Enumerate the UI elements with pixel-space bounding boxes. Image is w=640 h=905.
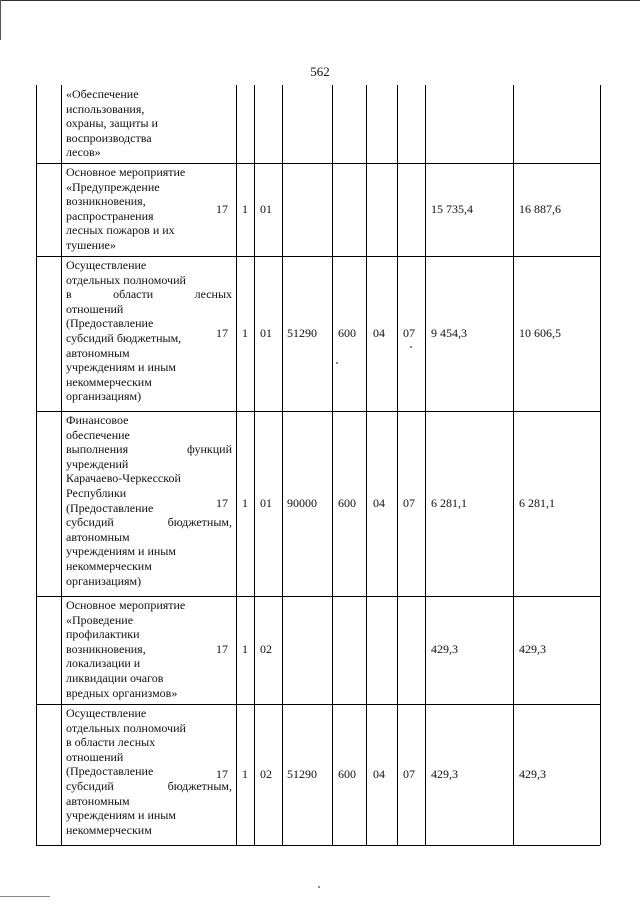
- description-line: (Предоставление: [66, 316, 154, 331]
- description-line: организациям): [66, 573, 142, 588]
- page-number: 562: [310, 64, 330, 79]
- scan-edge-top: [0, 0, 640, 1]
- description-line: тушение»: [66, 237, 116, 252]
- code-cell: 90000: [287, 495, 317, 510]
- description-line: в области лесных: [66, 287, 232, 302]
- description-line: в области лесных: [66, 735, 156, 750]
- table-column-rule: [600, 85, 601, 845]
- row-description: [66, 706, 232, 837]
- amount-cell: 6 281,1: [431, 495, 467, 510]
- description-line: отдельных полномочий: [66, 272, 186, 287]
- scan-edge-left: [0, 0, 1, 40]
- table-column-rule: [36, 85, 37, 845]
- description-line: Осуществление: [66, 706, 147, 720]
- description-line: «Обеспечение: [66, 87, 139, 101]
- code-cell: 17: [216, 201, 228, 216]
- description-line: субсидий бюджетным,: [66, 330, 182, 345]
- description-line: учреждениям и иным: [66, 808, 176, 823]
- code-cell: 17: [216, 325, 228, 340]
- table-column-rule: [236, 85, 237, 845]
- table-row-rule: [36, 256, 600, 257]
- description-line: «Проведение: [66, 612, 134, 627]
- code-cell: 01: [260, 325, 272, 340]
- code-cell: 07: [403, 495, 415, 510]
- code-cell: 07: [403, 766, 415, 781]
- description-line: вредных организмов»: [66, 685, 178, 700]
- description-line: лесов»: [66, 145, 101, 160]
- amount-cell: 6 281,1: [519, 495, 555, 510]
- row-description: [66, 598, 232, 700]
- scan-speck: [336, 362, 338, 364]
- code-cell: 1: [242, 642, 248, 656]
- code-cell: 02: [260, 642, 272, 656]
- description-line: (Предоставление: [66, 500, 154, 515]
- description-line: лесных пожаров и их: [66, 223, 175, 238]
- description-line: Карачаево-Черкесской: [66, 471, 181, 486]
- description-line: Республики: [66, 485, 127, 500]
- row-description: [66, 87, 232, 160]
- scan-edge-bottom: [0, 896, 50, 897]
- code-cell: 04: [373, 766, 385, 781]
- description-line: обеспечение: [66, 427, 130, 442]
- description-line: субсидий бюджетным,: [66, 778, 232, 793]
- description-line: учреждениям и иным: [66, 360, 176, 375]
- row-description: [66, 413, 232, 588]
- amount-cell: 10 606,5: [519, 325, 561, 340]
- description-line: некоммерческим: [66, 558, 152, 573]
- table-row-rule: [36, 596, 600, 597]
- table-column-rule: [254, 85, 255, 845]
- amount-cell: 9 454,3: [431, 325, 467, 340]
- amount-cell: 16 887,6: [519, 201, 561, 216]
- row-description: [66, 258, 232, 404]
- amount-cell: 15 735,4: [431, 201, 473, 216]
- description-line: охраны, защиты и: [66, 116, 158, 131]
- description-line: возникновения,: [66, 194, 146, 209]
- description-line: отношений: [66, 749, 124, 764]
- description-line: учреждений: [66, 456, 129, 471]
- description-line: автономным: [66, 793, 130, 808]
- code-cell: 04: [373, 325, 385, 340]
- table-column-rule: [332, 85, 333, 845]
- code-cell: 1: [242, 201, 248, 216]
- description-line: учреждениям и иным: [66, 544, 176, 559]
- table-column-rule: [366, 85, 367, 845]
- description-line: некоммерческим: [66, 374, 152, 389]
- description-line: возникновения,: [66, 641, 146, 656]
- code-cell: 600: [338, 325, 356, 340]
- amount-cell: 429,3: [431, 766, 458, 781]
- code-cell: 01: [260, 495, 272, 510]
- code-cell: 02: [260, 766, 272, 781]
- description-line: отдельных полномочий: [66, 720, 186, 735]
- code-cell: 17: [216, 766, 228, 781]
- description-line: профилактики: [66, 627, 140, 642]
- description-line: автономным: [66, 529, 130, 544]
- code-cell: 1: [242, 766, 248, 781]
- description-line: воспроизводства: [66, 130, 152, 145]
- description-line: Финансовое: [66, 413, 129, 427]
- description-line: использования,: [66, 101, 145, 116]
- code-cell: 1: [242, 325, 248, 340]
- table-column-rule: [61, 85, 62, 845]
- table-row-rule: [36, 163, 600, 164]
- code-cell: 17: [216, 495, 228, 510]
- description-line: Осуществление: [66, 258, 147, 272]
- code-cell: 07: [403, 325, 415, 340]
- table-column-rule: [282, 85, 283, 845]
- description-line: локализации и: [66, 656, 141, 671]
- code-cell: 17: [216, 642, 228, 656]
- description-line: некоммерческим: [66, 822, 152, 837]
- row-description: [66, 165, 232, 253]
- code-cell: 51290: [287, 325, 317, 340]
- description-line: Основное мероприятие: [66, 598, 186, 612]
- table-column-rule: [397, 85, 398, 845]
- code-cell: 51290: [287, 766, 317, 781]
- scan-speck: [410, 346, 412, 348]
- description-line: отношений: [66, 301, 124, 316]
- table-row-rule: [36, 411, 600, 412]
- table-row-rule: [36, 704, 600, 705]
- table-column-rule: [425, 85, 426, 845]
- description-line: ликвидации очагов: [66, 670, 164, 685]
- description-line: (Предоставление: [66, 764, 154, 779]
- description-line: субсидий бюджетным,: [66, 515, 232, 530]
- code-cell: 600: [338, 495, 356, 510]
- table-row-rule: [36, 845, 600, 846]
- amount-cell: 429,3: [519, 766, 546, 781]
- amount-cell: 429,3: [519, 642, 546, 656]
- description-line: распространения: [66, 208, 154, 223]
- code-cell: 04: [373, 495, 385, 510]
- table-column-rule: [513, 85, 514, 845]
- code-cell: 1: [242, 495, 248, 510]
- code-cell: 600: [338, 766, 356, 781]
- description-line: автономным: [66, 345, 130, 360]
- amount-cell: 429,3: [431, 642, 458, 656]
- code-cell: 01: [260, 201, 272, 216]
- description-line: выполнения функций: [66, 442, 232, 457]
- description-line: организациям): [66, 389, 142, 404]
- description-line: Основное мероприятие: [66, 165, 186, 179]
- description-line: «Предупреждение: [66, 179, 160, 194]
- scan-speck: [318, 886, 320, 888]
